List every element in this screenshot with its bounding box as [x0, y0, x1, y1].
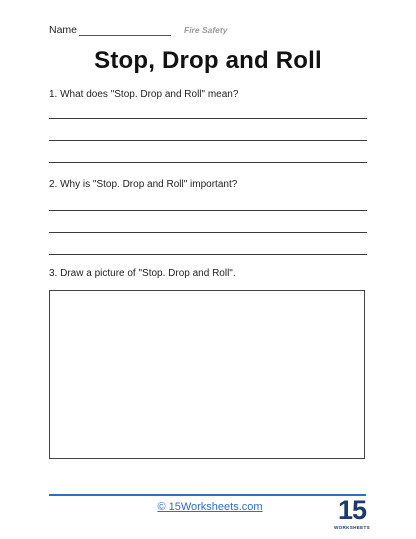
answer-line-1c[interactable]	[49, 162, 367, 163]
topic-label: Fire Safety	[184, 25, 228, 35]
worksheets-logo	[333, 495, 371, 537]
answer-line-1b[interactable]	[49, 140, 367, 141]
question-3: 3. Draw a picture of "Stop. Drop and Roll".	[49, 268, 236, 279]
answer-line-2b[interactable]	[49, 232, 367, 233]
drawing-box[interactable]	[49, 290, 365, 459]
question-2: 2. Why is "Stop. Drop and Roll" important?	[49, 179, 238, 190]
footer-divider	[49, 494, 366, 496]
copyright-link[interactable]: © 15Worksheets.com	[157, 501, 263, 513]
answer-line-2a[interactable]	[49, 210, 367, 211]
header-row	[49, 22, 369, 40]
logo-number: 15	[337, 495, 367, 525]
logo-word: WORKSHEETS	[334, 525, 370, 530]
page-title: Stop, Drop and Roll	[94, 47, 322, 74]
name-answer-line[interactable]	[79, 35, 171, 36]
name-label: Name	[49, 24, 78, 36]
question-1: 1. What does "Stop. Drop and Roll" mean?	[49, 89, 239, 100]
answer-line-2c[interactable]	[49, 254, 367, 255]
answer-line-1a[interactable]	[49, 118, 367, 119]
